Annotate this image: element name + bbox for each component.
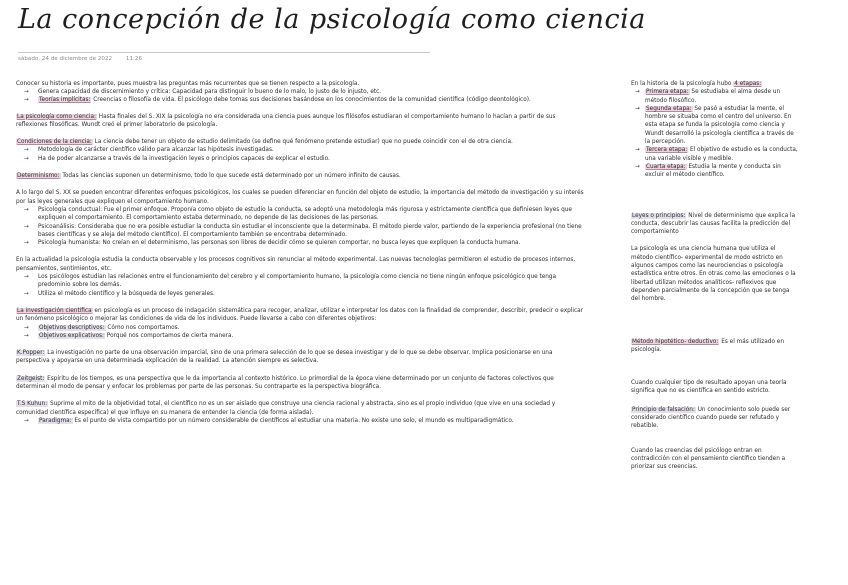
list-item: [631, 146, 799, 163]
paragraph: [631, 212, 799, 237]
arrow-icon: →: [24, 155, 29, 162]
list-item: [16, 273, 586, 290]
page-metadata: [18, 56, 142, 62]
term-highlight: Cuarta etapa:: [646, 163, 686, 170]
term-highlight: T.S Kuhun:: [17, 401, 48, 408]
arrow-icon: →: [635, 89, 640, 96]
list-item: [631, 88, 799, 105]
term-highlight: Objetivos descriptivos:: [39, 324, 105, 331]
term-highlight: La psicología como ciencia:: [17, 113, 96, 120]
list-item-text: Cómo nos comportamos.: [105, 324, 180, 331]
list-item-text: El objetivo de estudio es la conducta, una variable visible y medible.: [645, 147, 798, 162]
paragraph: [16, 172, 586, 180]
paragraph-text: La ciencia debe tener un objeto de estudio delimitado (se define qué fenómeno pretende estudiar) que no puede coincidir con el de otra ciencia.: [92, 139, 513, 146]
list-item: [631, 163, 799, 180]
list-item: [16, 146, 586, 154]
list-item-text: Genera capacidad de discernimiento y crítica: Capacidad para distinguir lo bueno de lo malo, lo justo de lo injusto, etc.: [38, 89, 382, 95]
paragraph: Cuando las creencias del psicólogo entran en contradicción con el pensamiento científico tienden a priorizar sus creencias.: [631, 447, 786, 471]
paragraph-text: Suprime el mito de la objetividad total, el científico no es un ser aislado que construye una ciencia racional y abstracta, sino es el propio individuo (que vive en una sociedad y comunidad científica específica) el que influye en su manera de entender la ciencia (de forma aislada).: [16, 401, 556, 416]
list-item: [16, 96, 586, 104]
term-highlight: Determinismo:: [17, 173, 60, 180]
left-note-column[interactable]: [16, 80, 586, 425]
term-highlight: Objetivos explicativos:: [39, 332, 104, 339]
list-item-text: Psicología conductual: Fue el primer enfoque. Proponía como objeto de estudio la conducta, se adoptó una metodología más rigurosa y estrictamente científica que definiesen leyes que expliquen el comportamiento. El comportamiento estaba determinado, no depende de las decisiones de las personas.: [38, 206, 572, 222]
arrow-icon: →: [24, 223, 29, 230]
arrow-icon: →: [24, 290, 29, 297]
paragraph-text: Nivel de determinismo que explica la conducta, descubrir las causas facilita la predicción del comportamiento: [631, 212, 796, 236]
list-item-text: Se estudiaba el alma desde un método filosófico.: [645, 89, 781, 104]
title-divider: [18, 52, 430, 53]
list-item: [16, 417, 586, 425]
page-time: 11:26: [125, 56, 143, 62]
paragraph: Cuando cualquier tipo de resultado apoyan una teoría significa que no es científica en sentido estricto.: [631, 380, 787, 395]
term-highlight: Condiciones de la ciencia:: [17, 139, 92, 146]
list-item: [16, 239, 586, 247]
arrow-icon: →: [635, 163, 640, 170]
paragraph: La psicología es una ciencia humana que utiliza el método científico- experimental de modo estricto en algunos campos como las neurociencias o psicología estadística entre otros. En otras como las emociones o la libertad utilizan métodos analíticos- reflexivos que dependen parcialmente de la concepción que se tenga del hombre.: [631, 246, 796, 303]
paragraph: [631, 338, 799, 355]
term-highlight: Zeitgeist:: [17, 375, 45, 382]
arrow-icon: →: [24, 206, 29, 213]
term-highlight: Primera etapa:: [646, 89, 689, 96]
arrow-icon: →: [24, 147, 29, 154]
paragraph-text: Hasta finales del S. XIX la psicología no era considerada una ciencia pues aunque los filósofos estudiaran el comportamiento humano lo hacían a partir de sus reflexiones filosóficas. Wundt creó el primer laboratorio de psicología.: [16, 113, 556, 128]
term-highlight: Principio de falsación:: [632, 406, 695, 413]
paragraph: [16, 349, 586, 366]
list-item-text: Los psicólogos estudian las relaciones entre el funcionamiento del cerebro y el comportamiento humano, la psicología como ciencia no tiene ningún enfoque psicológico que tenga predominio sobre los demás.: [38, 274, 557, 289]
list-item-text: Creencias o filosofía de vida. El psicólogo debe tomas sus decisiones basándose en los conocimientos de la comunidad científica (código deontológico).: [91, 97, 531, 104]
term-highlight: Tercera etapa:: [646, 147, 688, 154]
paragraph: [16, 113, 586, 130]
list-item: [16, 332, 586, 340]
term-highlight: K.Popper:: [17, 350, 45, 357]
list-item-text: Se pasó a estudiar la mente, el hombre se situaba como el centro del universo. En esta etapa se funda la psicología como ciencia y Wundt desarrolló la psicología científica a través de la percepción.: [645, 105, 794, 146]
list-item-text: Es el punto de vista compartido por un número considerable de científicos al estudiar una materia. No existe uno solo, el mundo es multiparadigmático.: [72, 417, 514, 424]
right-note-column[interactable]: [631, 80, 799, 472]
arrow-icon: →: [24, 240, 29, 247]
page-date: sábado, 24 de diciembre de 2022: [18, 56, 113, 62]
paragraph-text: La investigación no parte de una observación imparcial, sino de una primera selección de lo que se desea investigar y de lo que se debe observar. Implica posicionarse en una perspectiva y apoyarse en una determinada explicación de la realidad. La atención siempre es selectiva.: [16, 350, 553, 365]
term-highlight: Teorías implícitas:: [39, 97, 91, 104]
page-title: La concepción de la psicología como ciencia: [18, 4, 646, 35]
paragraph: [631, 406, 799, 431]
list-item: [16, 155, 586, 163]
paragraph: [16, 400, 586, 417]
paragraph-text: Un conocimiento solo puede ser considerado científico cuando puede ser refutado y rebatible.: [631, 406, 791, 430]
arrow-icon: →: [24, 89, 29, 95]
arrow-icon: →: [24, 324, 29, 331]
term-highlight: La investigación científica: [17, 307, 92, 314]
term-highlight: Leyes o principios:: [632, 212, 686, 219]
paragraph: [16, 375, 586, 392]
list-item: [16, 206, 586, 223]
list-item-text: Ha de poder alcanzarse a través de la investigación leyes o principios capaces de explicar el estudio.: [38, 155, 330, 162]
term-highlight: Paradigma:: [39, 417, 72, 424]
intro-paragraph: Conocer su historia es importante, pues muestra las preguntas más recurrentes que se tienen respecto a la psicología.: [16, 81, 360, 87]
arrow-icon: →: [24, 97, 29, 104]
term-highlight: 4 etapas:: [734, 81, 762, 87]
list-item-text: Utiliza el método científico y la búsqueda de leyes generales.: [38, 290, 215, 297]
paragraph-text: Todas las ciencias suponen un determinismo, todo lo que sucede está determinado por un número infinito de causas.: [60, 173, 401, 180]
paragraph: En la actualidad la psicología estudia la conducta observable y los procesos cognitivos sin renunciar al método experimental. Las nuevas tecnologías permitieron el estudio de procesos internos, pensamientos, sentimientos, etc.: [16, 257, 576, 272]
paragraph-text: en psicología es un proceso de indagación sistemática para recoger, analizar, utilizar e interpretar los datos con la finalidad de comprender, describir, predecir o explicar un fenómeno psicológico o mejorar las condiciones de vida de los individuos. Puede llevarse a cabo con diferentes objetivos:: [16, 307, 584, 323]
arrow-icon: →: [24, 417, 29, 424]
paragraph: [16, 138, 586, 146]
list-item-text: Metodología de carácter científico válido para alcanzar las hipótesis investigadas.: [38, 147, 274, 154]
list-item-text: Psicoanálisis: Consideraba que no era posible estudiar la conducta sin estudiar el inconsciente que la determinaba. El método pierde valor, partiendo de la experiencia profesional (no tiene bases científicas y se aleja del método científico). El comportamiento también se encontraba determinado.: [38, 223, 582, 238]
list-item: [16, 88, 586, 96]
arrow-icon: →: [635, 105, 640, 112]
list-item: [16, 290, 586, 298]
paragraph-text: Es el más utilizado en psicología.: [631, 338, 784, 353]
paragraph-text: Espíritu de los tiempos, es una perspectiva que le da importancia al contexto histórico. Lo primordial de la época viene determinado por un conjunto de factores colectivos que determinan el modo de pensar y enfocar los problemas por parte de las personas. Su contraparte es la perspectiva biográfica.: [16, 375, 554, 391]
arrow-icon: →: [635, 147, 640, 154]
paragraph: [16, 307, 586, 324]
paragraph-text: En la historia de la psicología hubo: [631, 81, 734, 87]
paragraph: A lo largo del S. XX se pueden encontrar diferentes enfoques psicológicos, los cuales se pueden diferenciar en función del objeto de estudio, la importancia del método de investigación y su interés por las leyes generales que expliquen el comportamiento humano.: [16, 190, 584, 205]
list-item: [16, 223, 586, 240]
list-item: [16, 324, 586, 332]
list-item-text: Estudia la mente y conducta sin excluir el método científico.: [645, 163, 781, 179]
list-item-text: Psicología humanista: No creían en el determinismo, las personas son libres de decidir cómo se quieren comportar, no busca leyes que expliquen la conducta humana.: [38, 240, 521, 247]
arrow-icon: →: [24, 274, 29, 281]
list-item-text: Porqué nos comportamos de cierta manera.: [104, 332, 234, 339]
term-highlight: Método hipotético- deductivo:: [632, 338, 719, 345]
list-item: [631, 105, 799, 146]
paragraph: [631, 80, 799, 88]
arrow-icon: →: [24, 332, 29, 339]
term-highlight: Segunda etapa:: [646, 105, 692, 112]
